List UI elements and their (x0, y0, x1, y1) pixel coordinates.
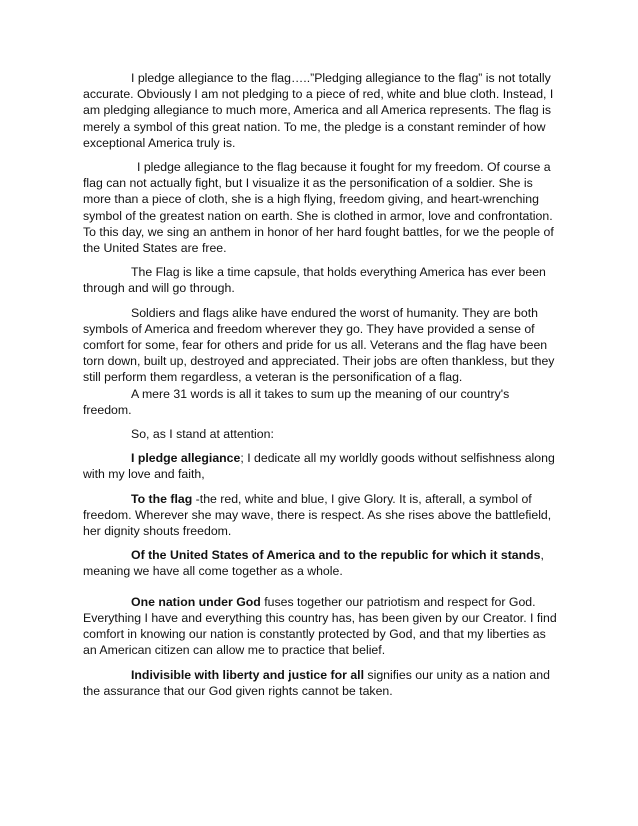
paragraph-text: Soldiers and flags alike have endured the worst of humanity. They are both symbols of America and freedom wherever they go. They have provided a sense of comfort for some, fear for others and pride for us all. Veterans and the flag have been torn down, built up, destroyed and appreciated. Their jobs are often thankless, but they still perform them regardless, a veteran is the personification of a flag. (83, 305, 555, 385)
document-page (83, 70, 558, 707)
paragraph-fought-for-freedom (83, 159, 558, 256)
pledge-phrase: I pledge allegiance (131, 451, 241, 466)
pledge-phrase: One nation under God (131, 594, 261, 609)
paragraph-soldiers-and-flags (83, 305, 558, 386)
paragraph-stand-at-attention (83, 426, 558, 442)
paragraph-text: , meaning we have all come together as a whole. (83, 548, 544, 579)
paragraph-intro (83, 70, 558, 151)
paragraph-text: signifies our unity as a nation and the assurance that our God given rights cannot be taken. (83, 667, 550, 698)
paragraph-text: A mere 31 words is all it takes to sum up the meaning of our country's freedom. (83, 386, 510, 417)
paragraph-time-capsule (83, 264, 558, 296)
paragraph-text: So, as I stand at attention: (131, 427, 274, 442)
pledge-phrase: To the flag (131, 491, 193, 506)
paragraph-text: The Flag is like a time capsule, that holds everything America has ever been through and will go through. (83, 265, 546, 296)
pledge-phrase: Of the United States of America and to the republic for which it stands (131, 548, 541, 563)
paragraph-text: -the red, white and blue, I give Glory. It is, afterall, a symbol of freedom. Wherever she may wave, there is respect. As she rises above the battlefield, her dignity shouts freedom. (83, 491, 552, 539)
paragraph-one-nation (83, 594, 558, 659)
paragraph-text: I pledge allegiance to the flag…..”Pledging allegiance to the flag” is not totally accurate. Obviously I am not pledging to a piece of red, white and blue cloth. Instead, I am pledging allegiance to much more, America and all America represents. The flag is merely a symbol of this great nation. To me, the pledge is a constant reminder of how exceptional America truly is. (83, 71, 554, 150)
paragraph-31-words (83, 386, 558, 418)
paragraph-to-the-flag (83, 491, 558, 540)
paragraph-pledge-allegiance (83, 450, 558, 482)
paragraph-text: I pledge allegiance to the flag because it fought for my freedom. Of course a flag can not actually fight, but I visualize it as the personification of a soldier. She is more than a piece of cloth, she is a high flying, freedom giving, and heart-wrenching symbol of the greatest nation on earth. She is clothed in armor, love and confrontation. To this day, we sing an anthem in honor of her hard fought battles, for we the people of the United States are free. (83, 160, 554, 256)
paragraph-indivisible (83, 667, 558, 699)
paragraph-text: ; I dedicate all my worldly goods without selfishness along with my love and faith, (83, 451, 555, 482)
paragraph-united-states (83, 547, 558, 579)
pledge-phrase: Indivisible with liberty and justice for all (131, 667, 365, 682)
paragraph-text: fuses together our patriotism and respect for God. Everything I have and everything this country has, has been given by our Creator. I find comfort in knowing our nation is constantly protected by God, and that my liberties as an American citizen can allow me to practice that belief. (83, 594, 557, 658)
